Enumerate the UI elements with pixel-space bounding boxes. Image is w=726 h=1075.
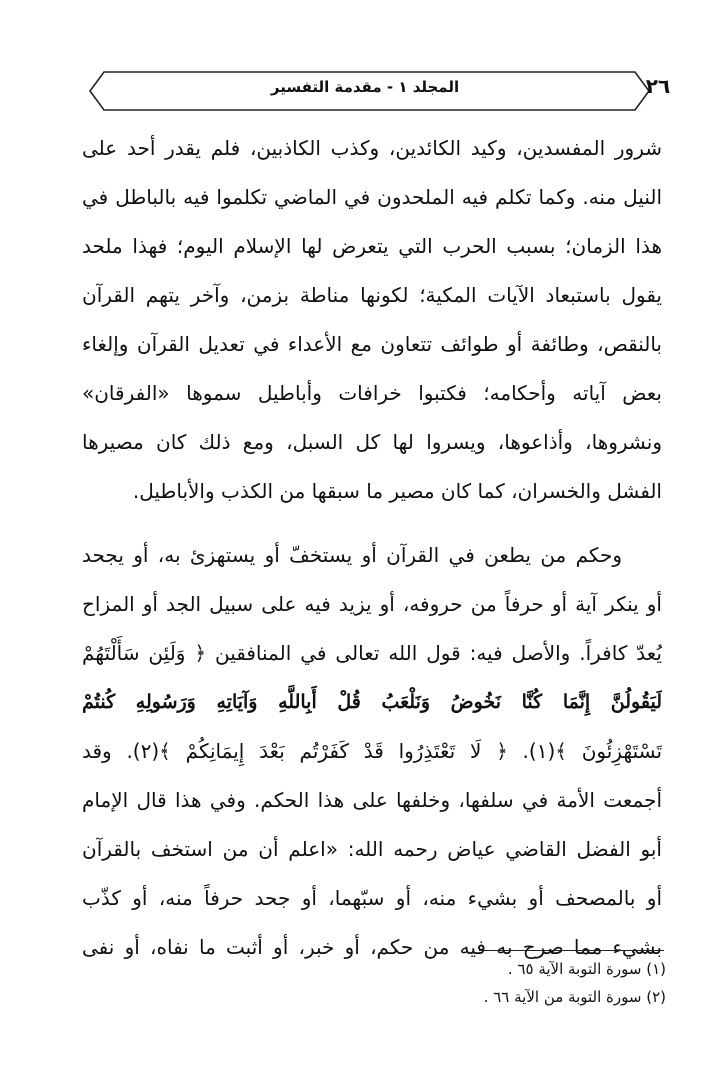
footnote: (١) سورة التوبة الآية ٦٥ . xyxy=(507,960,666,978)
text-line: هذا الزمان؛ بسبب الحرب التي يتعرض لها الإسلام اليوم؛ فهذا ملحد xyxy=(82,234,662,258)
text-line: شرور المفسدين، وكيد الكائدين، وكذب الكاذبين، فلم يقدر أحد على xyxy=(82,136,662,160)
text-line: النيل منه. وكما تكلم فيه الملحدون في الماضي تكلموا فيه بالباطل في xyxy=(82,185,662,209)
footnote: (٢) سورة التوبة من الآية ٦٦ . xyxy=(483,988,666,1006)
text-line: تَسْتَهْزِئُونَ ﴾(١). ﴿ لَا تَعْتَذِرُوا قَدْ كَفَرْتُم بَعْدَ إِيمَانِكُمْ ﴾(٢). وقد xyxy=(82,739,662,763)
running-header-title: المجلد ١ - مقدمة التفسير xyxy=(270,78,460,96)
text-line: أبو الفضل القاضي عياض رحمه الله: «اعلم أن من استخف بالقرآن xyxy=(82,837,662,861)
main-text xyxy=(82,124,662,972)
text-line: الفشل والخسران، كما كان مصير ما سبقها من الكذب والأباطيل. xyxy=(132,479,662,503)
text-line: ونشروها، وأذاعوها، ويسروا لها كل السبل، ومع ذلك كان مصيرها xyxy=(82,430,662,454)
text-line: أو ينكر آية أو حرفاً من حروفه، أو يزيد فيه على سبيل الجد أو المزاح xyxy=(82,592,662,616)
footnotes xyxy=(380,955,666,1011)
text-line: يقول باستبعاد الآيات المكية؛ لكونها مناطة بزمن، وآخر يتهم القرآن xyxy=(82,283,662,307)
text-line: بشيء مما صرح به فيه من حكم، أو خبر، أو أثبت ما نفاه، أو نفى xyxy=(82,935,662,959)
page-number: ٢٦ xyxy=(645,74,671,98)
footnote-separator xyxy=(479,950,664,951)
text-line: أو بالمصحف أو بشيء منه، أو سبّهما، أو جحد حرفاً منه، أو كذّب xyxy=(82,886,662,910)
text-line: بعض آياته وأحكامه؛ فكتبوا خرافات وأباطيل سموها «الفرقان» xyxy=(82,381,662,405)
text-line: أجمعت الأمة في سلفها، وخلفها على هذا الحكم. وفي هذا قال الإمام xyxy=(82,788,662,812)
text-line: يُعدّ كافراً. والأصل فيه: قول الله تعالى في المنافقين ﴿ وَلَئِن سَأَلْتَهُمْ xyxy=(82,641,662,665)
paragraph-gap xyxy=(82,516,662,531)
quran-verse-line: لَيَقُولُنَّ إِنَّمَا كُنَّا نَخُوضُ وَنَلْعَبُ قُلْ أَبِاللَّهِ وَآيَاتِهِ وَرَسُولِهِ كُنتُمْ xyxy=(82,691,662,713)
text-line: بالنقص، وطائفة أو طوائف تتعاون مع الأعداء في تعديل القرآن وإلغاء xyxy=(82,332,662,356)
text-line: وحكم من يطعن في القرآن أو يستخفّ أو يستهزئ به، أو يجحد xyxy=(82,543,622,567)
